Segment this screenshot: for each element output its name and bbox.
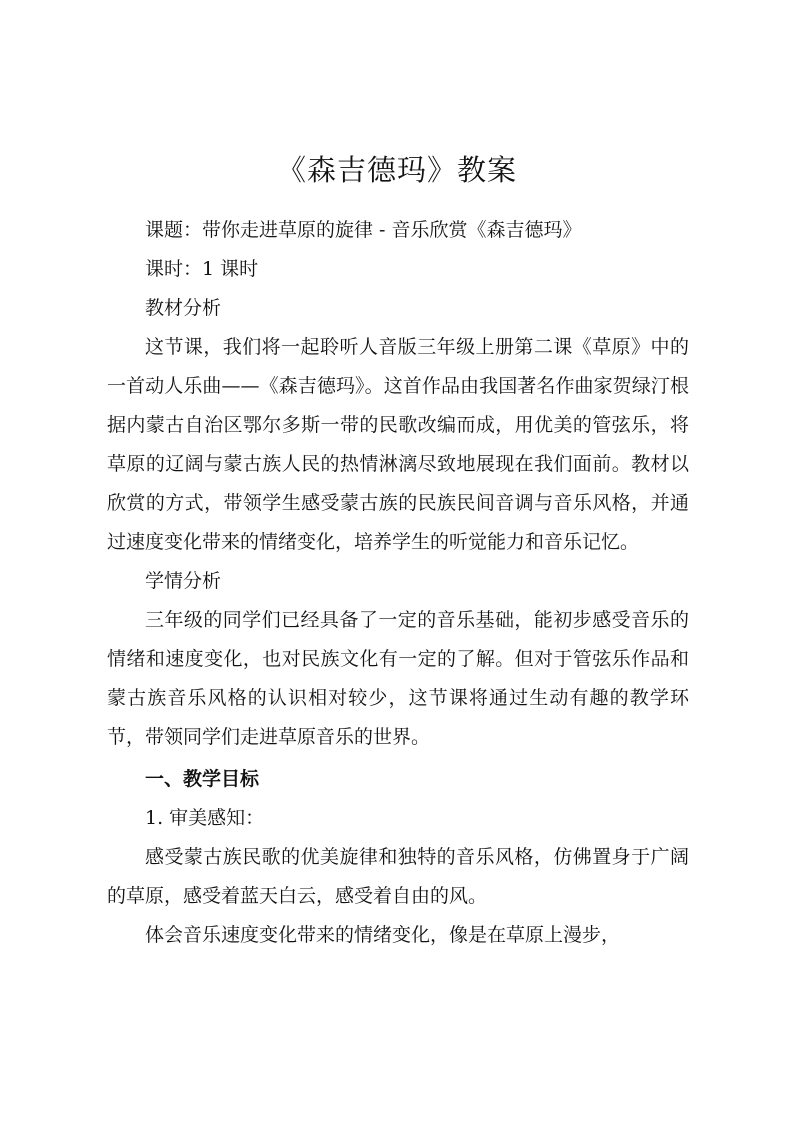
document-body	[107, 211, 689, 955]
goal1-paragraph-a: 感受蒙古族民歌的优美旋律和独特的音乐风格，仿佛置身于广阔的草原，感受着蓝天白云，感受着自由的风。	[107, 846, 689, 907]
lesson-period: 课时：1 课时	[145, 258, 259, 280]
lesson-subject: 课题：带你走进草原的旋律 - 音乐欣赏《森吉德玛》	[145, 219, 582, 241]
goal1-heading: 1. 审美感知：	[145, 807, 265, 829]
students-heading: 学情分析	[145, 570, 222, 592]
material-paragraph: 这节课，我们将一起聆听人音版三年级上册第二课《草原》中的一首动人乐曲——《森吉德玛》。这首作品由我国著名作曲家贺绿汀根据内蒙古自治区鄂尔多斯一带的民歌改编而成，用优美的管弦乐，将草原的辽阔与蒙古族人民的热情淋漓尽致地展现在我们面前。教材以欣赏的方式，带领学生感受蒙古族的民族民间音调与音乐风格，并通过速度变化带来的情绪变化，培养学生的听觉能力和音乐记忆。	[107, 336, 689, 553]
goal1-paragraph-b: 体会音乐速度变化带来的情绪变化，像是在草原上漫步，	[145, 924, 621, 946]
goals-heading: 一、教学目标	[145, 768, 260, 790]
students-paragraph: 三年级的同学们已经具备了一定的音乐基础，能初步感受音乐的情绪和速度变化，也对民族文化有一定的了解。但对于管弦乐作品和蒙古族音乐风格的认识相对较少，这节课将通过生动有趣的教学环节，带领同学们走进草原音乐的世界。	[107, 609, 689, 748]
document-title: 《森吉德玛》教案	[276, 153, 517, 187]
material-heading: 教材分析	[145, 297, 222, 319]
